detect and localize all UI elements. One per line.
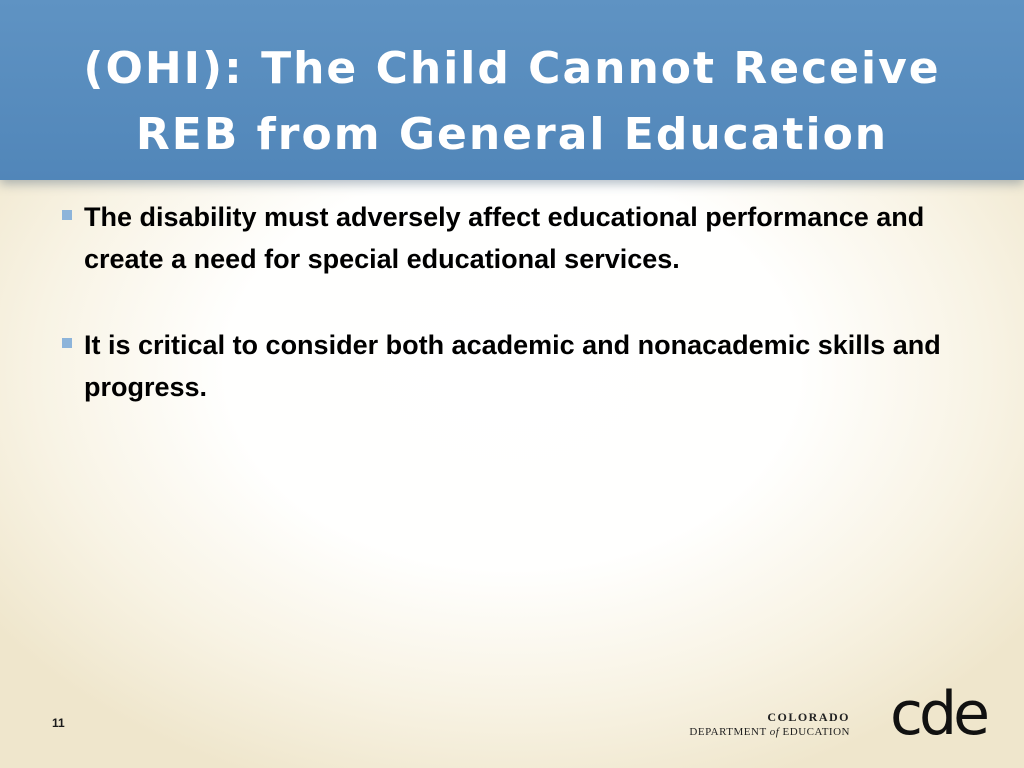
square-bullet-icon (62, 338, 72, 348)
slide-title (40, 36, 984, 168)
bullet-list (58, 196, 968, 452)
bullet-text-2: It is critical to consider both academic and nonacademic skills and progress. (84, 330, 941, 402)
slide-title-line-1: (OHI): The Child Cannot Receive (83, 43, 941, 94)
logo-colorado-text: COLORADO (767, 710, 850, 724)
logo-department-text: DEPARTMENT of EDUCATION (689, 726, 850, 738)
bullet-text-1: The disability must adversely affect educational performance and create a need for special educational services. (84, 202, 925, 274)
cde-logo (689, 679, 990, 749)
bullet-item-2 (58, 324, 968, 408)
cde-logo-mark: cde (890, 679, 986, 749)
bullet-item-1 (58, 196, 968, 280)
slide-title-line-2: REB from General Education (135, 109, 889, 160)
slide-number: 11 (52, 716, 65, 730)
square-bullet-icon (62, 210, 72, 220)
title-bar (0, 0, 1024, 180)
